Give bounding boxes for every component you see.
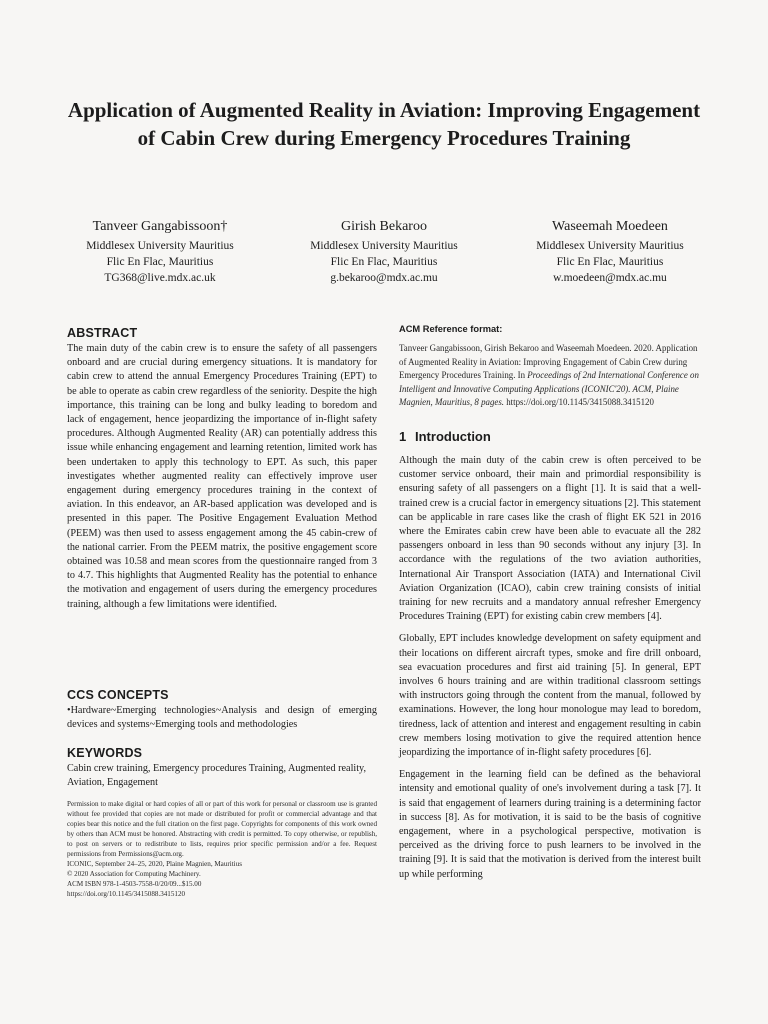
author-3 bbox=[490, 217, 730, 286]
acm-reference-plain: Tanveer Gangabissoon, Girish Bekaroo and Waseemah Moedeen. 2020. Application of Augmented Reality in Aviation: Improving Engagement of Cabin Crew during Emergency Procedures Training. In bbox=[399, 343, 698, 381]
author-name: Waseemah Moedeen bbox=[552, 219, 668, 234]
doi-link[interactable]: https://doi.org/10.1145/3415088.3415120 bbox=[67, 890, 186, 898]
left-column bbox=[67, 324, 377, 798]
intro-paragraph-1: Although the main duty of the cabin crew is often perceived to be customer service onboard, their main and primordial responsibility is ensuring safety of all passengers on a flight [1]. It is said that a well-trained crew is a crucial factor in emergency situations [2]. This statement can be applicable in rare cases like the crash of flight EK 521 in 2016 where the Emirates cabin crew have been able to evacuate all the 282 passengers onboard in less than 90 seconds without any injury [3]. In accordance with the regulations of the two aviation authorities, International Air Transport Association (IATA) and International Civil Aviation Organization (ICAO), cabin crew training consists of initial training for new recruits and a mandatory annual refresher Emergency Procedures Training (EPT) for existing cabin crew members [4]. bbox=[399, 454, 701, 623]
abstract-section bbox=[67, 324, 377, 678]
keywords-section bbox=[67, 744, 377, 790]
isbn-line: ACM ISBN 978-1-4503-7558-0/20/09...$15.00 bbox=[67, 880, 202, 888]
conference-line: ICONIC, September 24–25, 2020, Plaine Magnien, Mauritius bbox=[67, 860, 242, 868]
author-name: Tanveer Gangabissoon† bbox=[92, 219, 228, 234]
right-column bbox=[399, 323, 701, 890]
acm-reference-text bbox=[399, 342, 701, 410]
permission-block bbox=[67, 799, 377, 899]
author-affiliation: Middlesex University Mauritius bbox=[310, 240, 458, 252]
author-location: Flic En Flac, Mauritius bbox=[556, 256, 664, 268]
intro-paragraph-2: Globally, EPT includes knowledge development on safety equipment and their locations on different aircraft types, smoke and fire drill onboard, sea evacuation procedures and first aid training [5]. In general, EPT involves 6 hours training and are within traditional classroom settings with instructors going through the content from the manual, followed by examinations. However, the long hour monologue may lead to boredom, tiredness, lack of attention and interest and engagement resulting in cabin crew members losing motivation to give the required attention hence jeopardizing the importance of in-flight safety procedures [6]. bbox=[399, 633, 701, 759]
acm-reference-italic: Proceedings of 2nd International Conference on Intelligent and Innovative Computing Applications (ICONIC'20). ACM, Plaine Magnien, Mauritius, 8 pages. bbox=[399, 370, 699, 408]
author-name: Girish Bekaroo bbox=[341, 219, 427, 234]
author-2 bbox=[264, 217, 504, 286]
introduction-heading bbox=[399, 428, 701, 446]
author-location: Flic En Flac, Mauritius bbox=[330, 256, 438, 268]
abstract-text: The main duty of the cabin crew is to ensure the safety of all passengers onboard and are crucial during emergency situations. It is mandatory for cabin crew to attend the annual Emergency Procedures Training (EPT) to be able to operate as cabin crew regardless of the seniority. Despite the high importance, this training can be long and bulky leading to boredom and lack of engagement, hence jeopardizing the importance of in-flight safety procedures. Although Augmented Reality (AR) can potentially address this issue while enhancing engagement and learning retention, limited work has been undertaken to apply this technology to EPT. As such, this paper investigates whether augmented reality can effectively improve user engagement during emergency procedures training in the context of aviation. In this endeavor, an AR-based application was developed and is presented in this paper. The Positive Engagement Evaluation Method (PEEM) was then used to assess engagement among the 45 cabin-crew of the national carrier. From the PEEM matrix, the positive engagement score obtained was 10.58 and mean scores from the questionnaire ranged from 3 to 4.7. This highlights that Augmented Reality has the potential to enhance the motivation and engagement of users during the emergency procedures training, although a few limitations were identified. bbox=[67, 343, 377, 610]
paper-title: Application of Augmented Reality in Aviation: Improving Engagement of Cabin Crew during Emergency Procedures Training bbox=[67, 98, 701, 150]
author-affiliation: Middlesex University Mauritius bbox=[86, 240, 234, 252]
abstract-heading: ABSTRACT bbox=[67, 326, 138, 340]
author-email: w.moedeen@mdx.ac.mu bbox=[553, 272, 667, 284]
keywords-text: Cabin crew training, Emergency procedures Training, Augmented reality, Aviation, Engagement bbox=[67, 763, 367, 789]
intro-paragraph-3: Engagement in the learning field can be defined as the behavioral intensity and emotional quality of one's involvement during a task [7]. It is said that engagement of learners during training is a determining factor in success [8]. As for motivation, it is said to be the basis of cognitive engagement, where in a psychological perspective, motivation is perceived as the driving force to push learners to be involved in the training [9]. It is said that the motivation is derived from the interest built up while performing bbox=[399, 769, 701, 880]
section-number: 1 bbox=[399, 428, 407, 444]
author-location: Flic En Flac, Mauritius bbox=[106, 256, 214, 268]
ccs-heading: CCS CONCEPTS bbox=[67, 688, 169, 702]
ccs-section bbox=[67, 686, 377, 736]
section-title: Introduction bbox=[415, 428, 491, 444]
copyright-line: © 2020 Association for Computing Machinery. bbox=[67, 870, 201, 878]
author-email: TG368@live.mdx.ac.uk bbox=[104, 272, 216, 284]
author-1 bbox=[40, 217, 280, 286]
author-affiliation: Middlesex University Mauritius bbox=[536, 240, 684, 252]
keywords-heading: KEYWORDS bbox=[67, 746, 143, 760]
acm-reference-doi[interactable]: https://doi.org/10.1145/3415088.3415120 bbox=[506, 397, 654, 408]
permission-text: Permission to make digital or hard copies of all or part of this work for personal or classroom use is granted without fee provided that copies are not made or distributed for profit or commercial advantage and that copies bear this notice and the full citation on the first page. Copyrights for components of this work owned by others than ACM must be honored. Abstracting with credit is permitted. To copy otherwise, or republish, to post on servers or to redistribute to lists, requires prior specific permission and/or a fee. Request permissions from Permissions@acm.org. bbox=[67, 800, 377, 858]
acm-reference-label: ACM Reference format: bbox=[399, 324, 503, 334]
author-email: g.bekaroo@mdx.ac.mu bbox=[330, 272, 438, 284]
ccs-text: •Hardware~Emerging technologies~Analysis and design of emerging devices and systems~Emerging tools and methodologies bbox=[67, 705, 377, 731]
